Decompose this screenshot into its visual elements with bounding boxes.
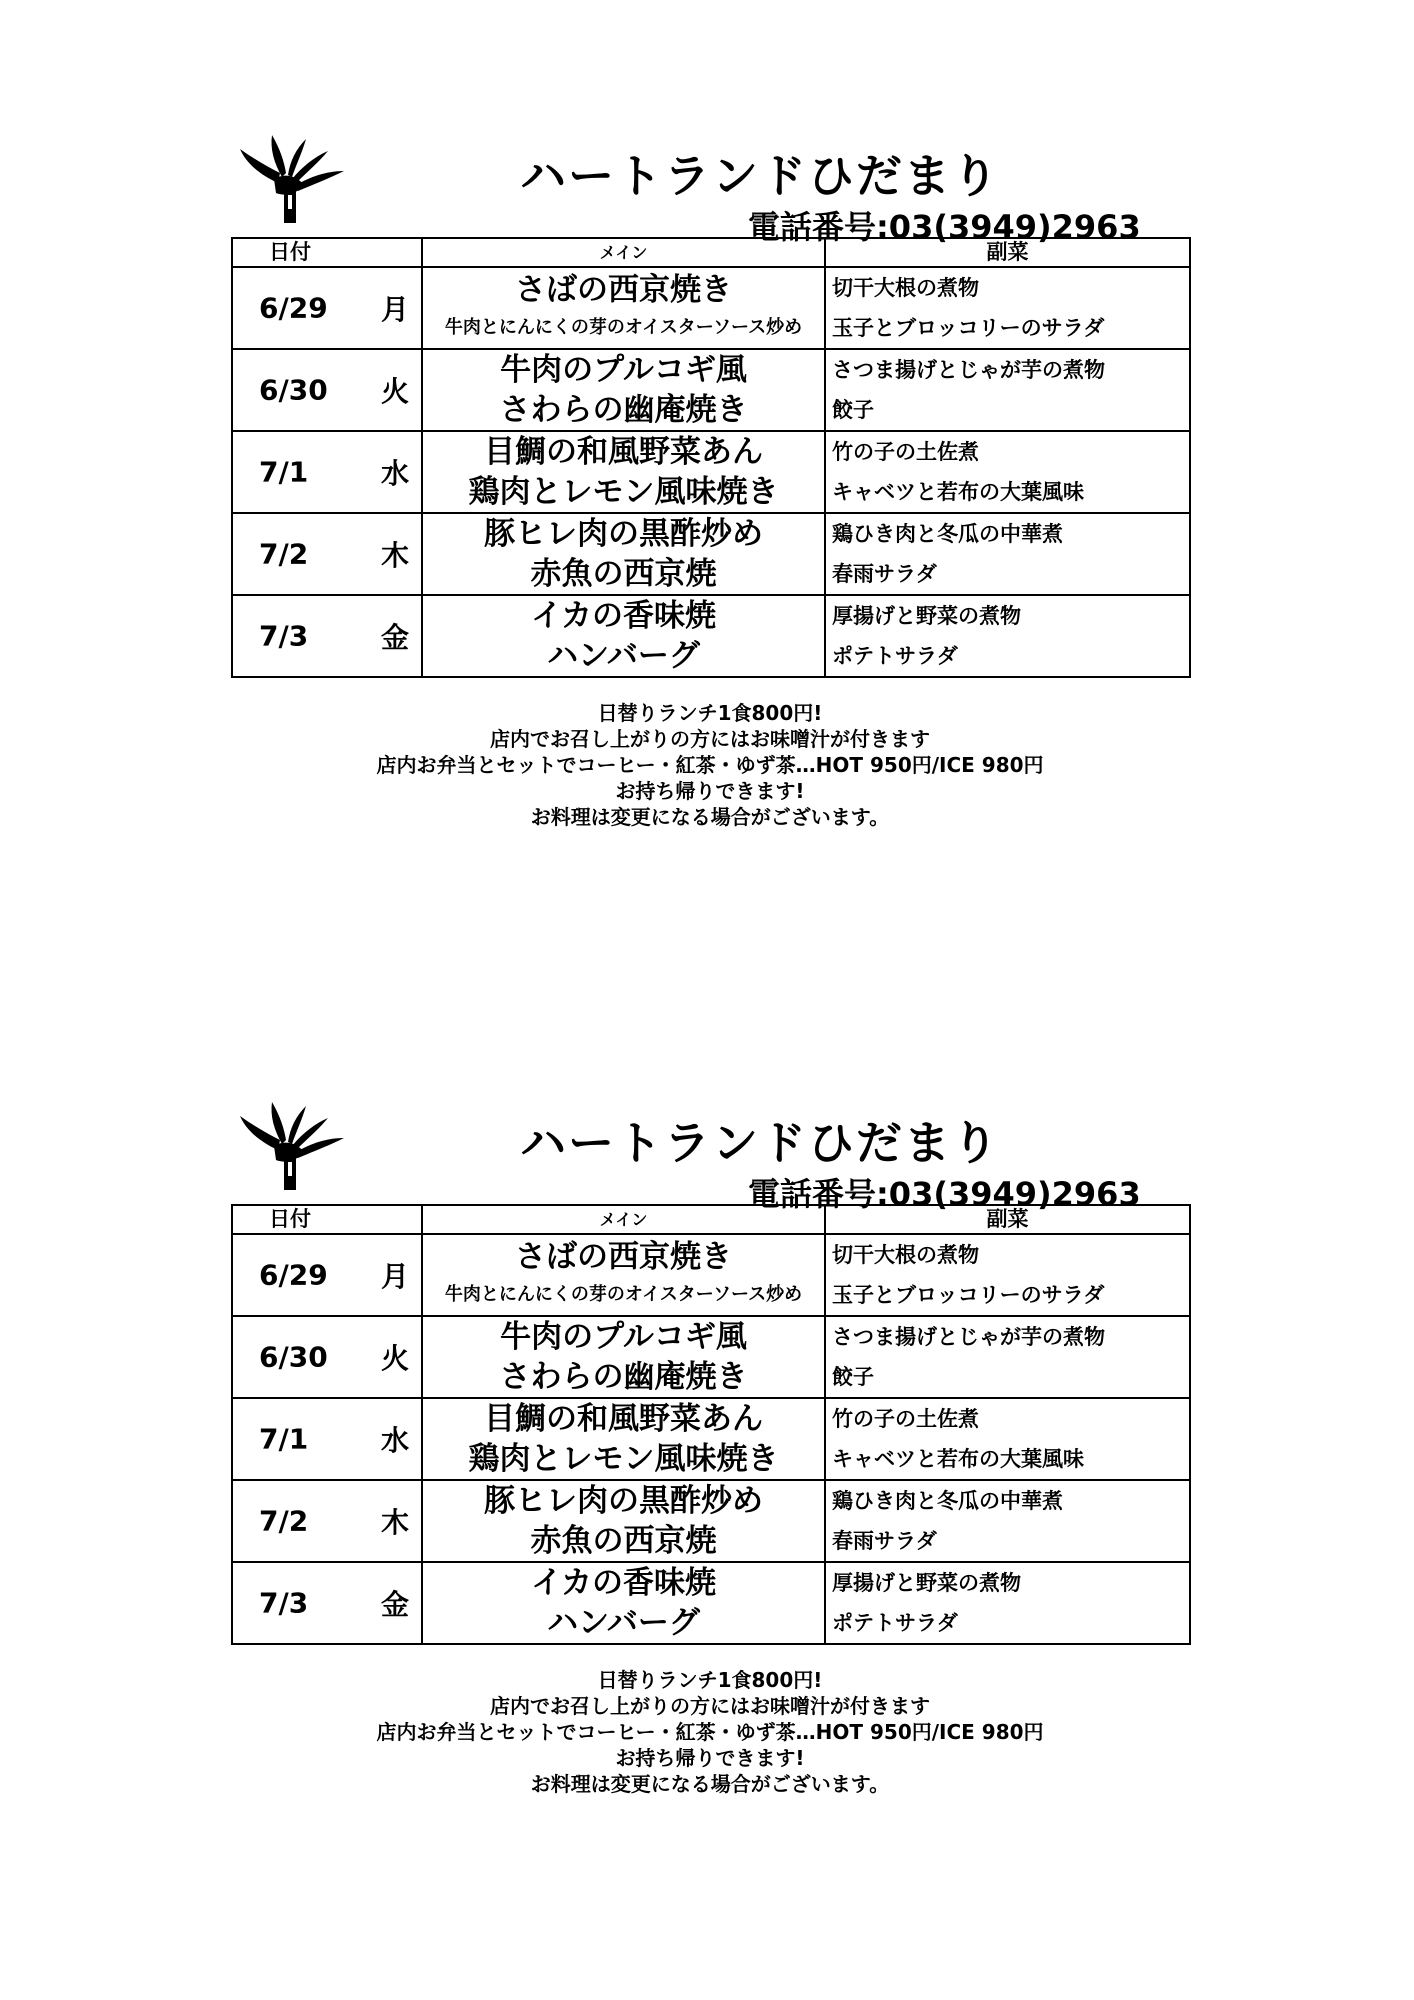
weekly-menu-table — [231, 237, 1191, 678]
side-dish: 玉子とブロッコリーのサラダ — [832, 1283, 1105, 1307]
side-dish: 竹の子の土佐煮 — [832, 440, 979, 464]
main-dish: さばの西京焼き — [515, 1239, 732, 1275]
weekly-menu-table — [231, 1204, 1191, 1645]
weekday: 金 — [381, 1588, 410, 1621]
side-dish: ポテトサラダ — [832, 644, 958, 668]
side-dish-cell — [825, 1316, 1190, 1398]
date-cell — [232, 1480, 422, 1562]
menu-notes — [231, 1667, 1189, 1797]
weekday: 金 — [381, 621, 410, 654]
note-line: 店内お弁当とセットでコーヒー・紅茶・ゆず茶…HOT 950円/ICE 980円 — [376, 753, 1044, 777]
note-line: 日替りランチ1食800円! — [597, 1668, 823, 1692]
side-dish: キャベツと若布の大葉風味 — [832, 1447, 1084, 1471]
main-dish: ハンバーグ — [547, 638, 700, 674]
main-dish-cell — [422, 1398, 825, 1480]
side-dish: 餃子 — [832, 398, 874, 422]
table-header-row — [232, 238, 1190, 267]
main-dish: ハンバーグ — [547, 1605, 700, 1641]
date: 6/30 — [259, 1340, 328, 1374]
note-line: 日替りランチ1食800円! — [597, 701, 823, 725]
table-row — [232, 431, 1190, 513]
side-dish-cell — [825, 1562, 1190, 1644]
weekday: 木 — [381, 1506, 410, 1539]
date: 6/29 — [259, 1258, 328, 1292]
main-dish: 赤魚の西京焼 — [530, 556, 717, 592]
side-dish: 厚揚げと野菜の煮物 — [832, 1571, 1021, 1595]
side-dish: 玉子とブロッコリーのサラダ — [832, 316, 1105, 340]
side-dish: 鶏ひき肉と冬瓜の中華煮 — [832, 1489, 1063, 1513]
side-dish: 餃子 — [832, 1365, 874, 1389]
main-dish: 豚ヒレ肉の黒酢炒め — [484, 516, 763, 552]
side-dish-cell — [825, 431, 1190, 513]
shop-name: ハートランドひだまり — [520, 149, 1000, 203]
table-row — [232, 595, 1190, 677]
side-dish: 春雨サラダ — [832, 562, 937, 586]
note-line: お料理は変更になる場合がございます。 — [530, 805, 890, 829]
date-cell — [232, 1316, 422, 1398]
note-line: お料理は変更になる場合がございます。 — [530, 1772, 890, 1796]
table-row — [232, 349, 1190, 431]
note-line: お持ち帰りできます! — [615, 779, 805, 803]
date-cell — [232, 513, 422, 595]
weekday: 火 — [381, 375, 410, 408]
main-dish: イカの香味焼 — [530, 598, 717, 634]
header-side: 副菜 — [825, 238, 1190, 267]
date: 7/3 — [259, 1586, 309, 1620]
side-dish-cell — [825, 267, 1190, 349]
date-cell — [232, 595, 422, 677]
menu-notes — [231, 700, 1189, 830]
main-dish: 鶏肉とレモン風味焼き — [468, 474, 779, 510]
main-dish-cell — [422, 513, 825, 595]
date-cell — [232, 1234, 422, 1316]
header-main: メイン — [422, 238, 825, 267]
main-dish-cell — [422, 431, 825, 513]
main-dish: 赤魚の西京焼 — [530, 1523, 717, 1559]
date: 7/3 — [259, 619, 309, 653]
table-row — [232, 1562, 1190, 1644]
date: 6/30 — [259, 373, 328, 407]
side-dish: 鶏ひき肉と冬瓜の中華煮 — [832, 522, 1063, 546]
main-dish: 牛肉のプルコギ風 — [500, 352, 747, 388]
side-dish: キャベツと若布の大葉風味 — [832, 480, 1084, 504]
table-row — [232, 513, 1190, 595]
side-dish-cell — [825, 595, 1190, 677]
side-dish: 竹の子の土佐煮 — [832, 1407, 979, 1431]
menu-panel-bottom — [0, 967, 1414, 1947]
side-dish-cell — [825, 349, 1190, 431]
header-side: 副菜 — [825, 1205, 1190, 1234]
side-dish: ポテトサラダ — [832, 1611, 958, 1635]
main-dish-cell — [422, 595, 825, 677]
main-dish: 牛肉のプルコギ風 — [500, 1319, 747, 1355]
table-row — [232, 267, 1190, 349]
table-row — [232, 1398, 1190, 1480]
tree-logo-icon — [240, 135, 355, 227]
weekday: 月 — [381, 293, 410, 326]
date: 7/1 — [259, 455, 309, 489]
main-dish-cell — [422, 1316, 825, 1398]
date-cell — [232, 1398, 422, 1480]
date: 7/2 — [259, 537, 309, 571]
main-dish-cell — [422, 267, 825, 349]
main-dish: 牛肉とにんにくの芽のオイスターソース炒め — [444, 317, 803, 338]
table-row — [232, 1316, 1190, 1398]
side-dish-cell — [825, 1234, 1190, 1316]
main-dish-cell — [422, 1234, 825, 1316]
menu-panel-top — [0, 0, 1414, 980]
weekday: 水 — [381, 1424, 410, 1457]
weekday: 火 — [381, 1342, 410, 1375]
main-dish: さわらの幽庵焼き — [499, 392, 748, 428]
side-dish-cell — [825, 1398, 1190, 1480]
date-cell — [232, 267, 422, 349]
main-dish-cell — [422, 1562, 825, 1644]
weekday: 木 — [381, 539, 410, 572]
date-cell — [232, 349, 422, 431]
tree-logo-icon — [240, 1102, 355, 1194]
weekday: 月 — [381, 1260, 410, 1293]
main-dish: 目鯛の和風野菜あん — [484, 434, 763, 470]
side-dish: さつま揚げとじゃが芋の煮物 — [832, 1325, 1105, 1349]
note-line: お持ち帰りできます! — [615, 1746, 805, 1770]
side-dish-cell — [825, 1480, 1190, 1562]
table-header-row — [232, 1205, 1190, 1234]
date: 6/29 — [259, 291, 328, 325]
side-dish: 春雨サラダ — [832, 1529, 937, 1553]
header-date: 日付 — [232, 238, 422, 267]
main-dish: イカの香味焼 — [530, 1565, 717, 1601]
side-dish: 切干大根の煮物 — [832, 1243, 979, 1267]
note-line: 店内お弁当とセットでコーヒー・紅茶・ゆず茶…HOT 950円/ICE 980円 — [376, 1720, 1044, 1744]
date: 7/1 — [259, 1422, 309, 1456]
main-dish: さばの西京焼き — [515, 272, 732, 308]
main-dish: 豚ヒレ肉の黒酢炒め — [484, 1483, 763, 1519]
side-dish: 厚揚げと野菜の煮物 — [832, 604, 1021, 628]
main-dish-cell — [422, 349, 825, 431]
phone-number: 電話番号:03(3949)2963 — [748, 208, 1141, 246]
main-dish-cell — [422, 1480, 825, 1562]
weekday: 水 — [381, 457, 410, 490]
note-line: 店内でお召し上がりの方にはお味噌汁が付きます — [490, 727, 930, 751]
main-dish: 牛肉とにんにくの芽のオイスターソース炒め — [444, 1284, 803, 1305]
header-date: 日付 — [232, 1205, 422, 1234]
note-line: 店内でお召し上がりの方にはお味噌汁が付きます — [490, 1694, 930, 1718]
side-dish: さつま揚げとじゃが芋の煮物 — [832, 358, 1105, 382]
date-cell — [232, 1562, 422, 1644]
shop-name: ハートランドひだまり — [520, 1116, 1000, 1170]
main-dish: さわらの幽庵焼き — [499, 1359, 748, 1395]
side-dish: 切干大根の煮物 — [832, 276, 979, 300]
date: 7/2 — [259, 1504, 309, 1538]
main-dish: 鶏肉とレモン風味焼き — [468, 1441, 779, 1477]
main-dish: 目鯛の和風野菜あん — [484, 1401, 763, 1437]
date-cell — [232, 431, 422, 513]
table-row — [232, 1234, 1190, 1316]
side-dish-cell — [825, 513, 1190, 595]
header-main: メイン — [422, 1205, 825, 1234]
phone-number: 電話番号:03(3949)2963 — [748, 1175, 1141, 1213]
table-row — [232, 1480, 1190, 1562]
